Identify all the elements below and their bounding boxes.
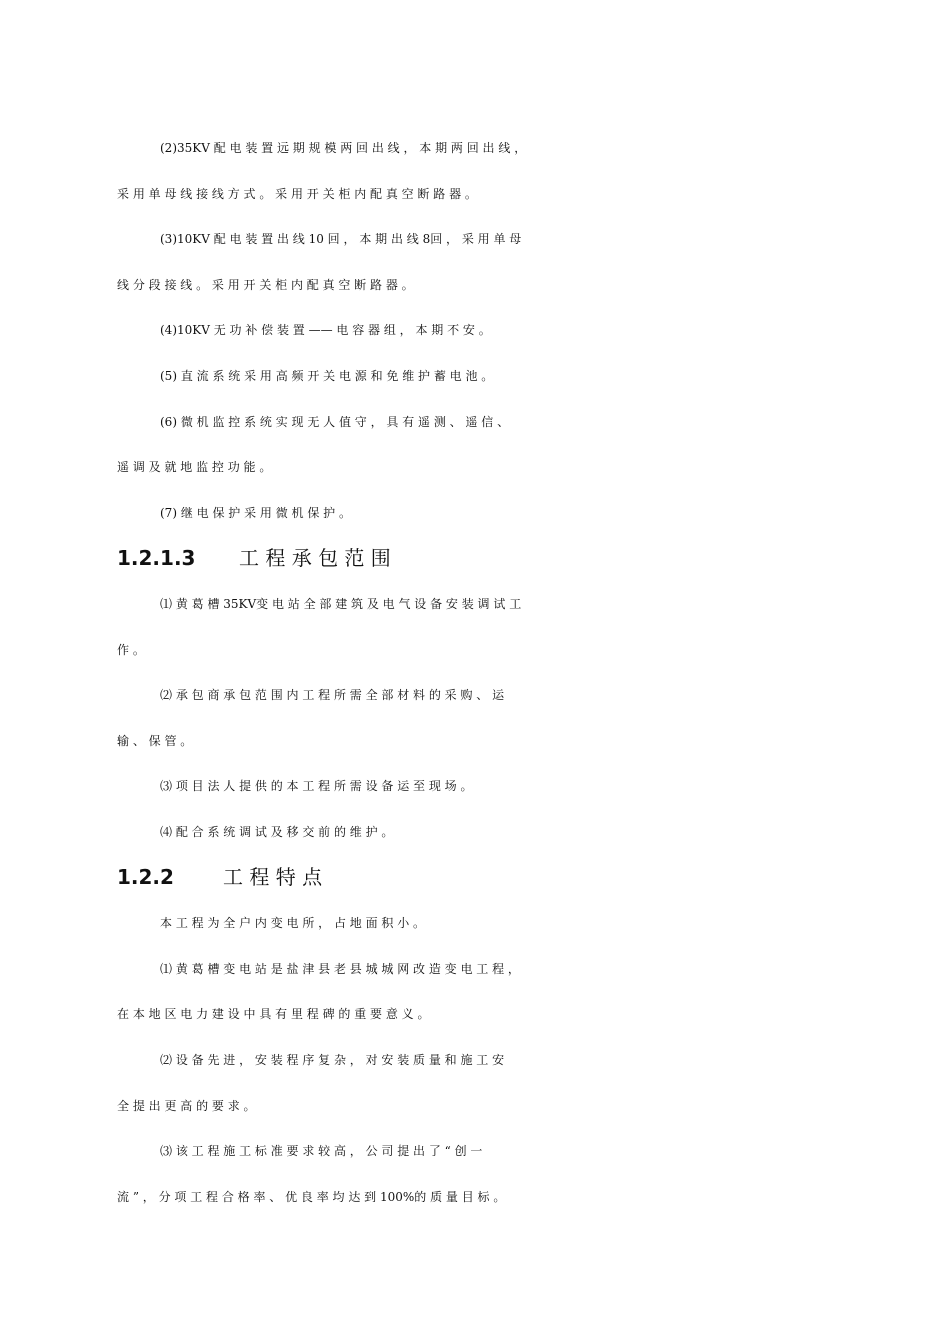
paragraph-line: 输 、 保 管 。 bbox=[117, 734, 193, 748]
paragraph-line: (6) 微 机 监 控 系 统 实 现 无 人 值 守 ， 具 有 遥 测 、 遥 信 、 bbox=[160, 415, 510, 429]
section-title: 工 程 承 包 范 围 bbox=[239, 546, 391, 570]
paragraph-line: (4)10KV 无 功 补 偿 装 置 —— 电 容 器 组 ， 本 期 不 安 。 bbox=[160, 323, 491, 337]
paragraph-line: (3)10KV 配 电 装 置 出 线 10 回 ， 本 期 出 线 8回 ， 采 用 单 母 bbox=[160, 232, 522, 246]
paragraph-line: ⑴ 黄 葛 槽 变 电 站 是 盐 津 县 老 县 城 城 网 改 造 变 电 工 程 ， bbox=[160, 962, 520, 976]
section-heading bbox=[117, 544, 391, 572]
paragraph-line: (5) 直 流 系 统 采 用 高 频 开 关 电 源 和 免 维 护 蓄 电 池 。 bbox=[160, 369, 494, 383]
paragraph-line: 作 。 bbox=[117, 643, 145, 657]
paragraph-line: 流 ” ， 分 项 工 程 合 格 率 、 优 良 率 均 达 到 100%的 质 量 目 标 。 bbox=[117, 1190, 506, 1204]
paragraph-line: ⑶ 项 目 法 人 提 供 的 本 工 程 所 需 设 备 运 至 现 场 。 bbox=[160, 779, 473, 793]
paragraph-line: 线 分 段 接 线 。 采 用 开 关 柜 内 配 真 空 断 路 器 。 bbox=[117, 278, 414, 292]
paragraph-line: (2)35KV 配 电 装 置 远 期 规 模 两 回 出 线 ， 本 期 两 回 出 线 ， bbox=[160, 141, 527, 155]
paragraph-line: 在 本 地 区 电 力 建 设 中 具 有 里 程 碑 的 重 要 意 义 。 bbox=[117, 1007, 430, 1021]
paragraph-line: ⑵ 承 包 商 承 包 范 围 内 工 程 所 需 全 部 材 料 的 采 购 、 运 bbox=[160, 688, 505, 702]
paragraph-line: 全 提 出 更 高 的 要 求 。 bbox=[117, 1099, 256, 1113]
paragraph-line: ⑶ 该 工 程 施 工 标 准 要 求 较 高 ， 公 司 提 出 了 “ 创 一 bbox=[160, 1144, 483, 1158]
paragraph-line: (7) 继 电 保 护 采 用 微 机 保 护 。 bbox=[160, 506, 351, 520]
section-number: 1.2.1.3 bbox=[117, 546, 196, 570]
paragraph-line: 本 工 程 为 全 户 内 变 电 所 ， 占 地 面 积 小 。 bbox=[160, 916, 426, 930]
section-number: 1.2.2 bbox=[117, 865, 174, 889]
paragraph-line: ⑵ 设 备 先 进 ， 安 装 程 序 复 杂 ， 对 安 装 质 量 和 施 工 安 bbox=[160, 1053, 505, 1067]
paragraph-line: ⑷ 配 合 系 统 调 试 及 移 交 前 的 维 护 。 bbox=[160, 825, 394, 839]
paragraph-line: 采 用 单 母 线 接 线 方 式 。 采 用 开 关 柜 内 配 真 空 断 路 器 。 bbox=[117, 187, 477, 201]
section-title: 工 程 特 点 bbox=[223, 865, 323, 889]
paragraph-line: 遥 调 及 就 地 监 控 功 能 。 bbox=[117, 460, 272, 474]
paragraph-line: ⑴ 黄 葛 槽 35KV变 电 站 全 部 建 筑 及 电 气 设 备 安 装 调 试 工 bbox=[160, 597, 522, 611]
section-heading bbox=[117, 863, 322, 891]
